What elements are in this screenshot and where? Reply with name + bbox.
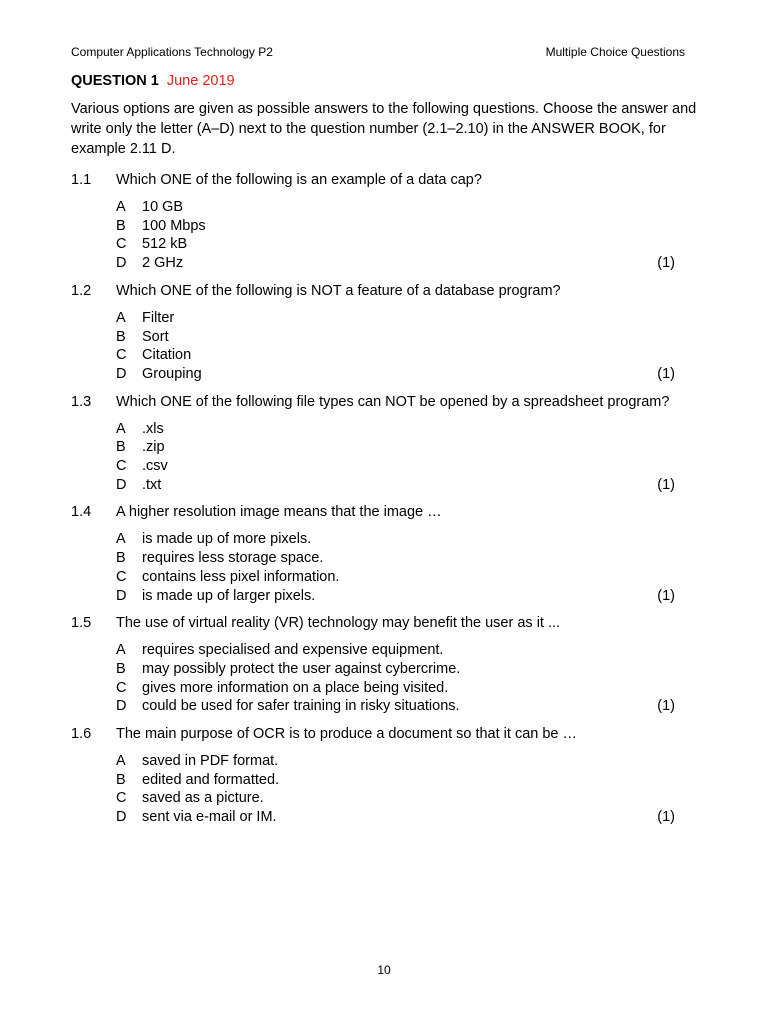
option-text: requires less storage space. [142, 550, 324, 567]
answer-option [116, 697, 691, 716]
answer-option [116, 679, 691, 698]
question-text: A higher resolution image means that the image … [116, 504, 442, 521]
option-list [116, 309, 691, 384]
option-text: could be used for safer training in risky situations. [142, 698, 460, 715]
option-letter: A [116, 642, 126, 659]
answer-option [116, 587, 691, 606]
option-text: is made up of larger pixels. [142, 587, 316, 604]
option-text: .csv [142, 458, 168, 475]
page-header [71, 45, 685, 59]
question-text: Which ONE of the following is an example of a data cap? [116, 172, 482, 188]
answer-option [116, 217, 691, 236]
option-letter: D [116, 365, 127, 382]
answer-option [116, 365, 691, 384]
option-text: Citation [142, 347, 192, 364]
answer-option [116, 198, 691, 217]
question-text: The main purpose of OCR is to produce a document so that it can be … [116, 726, 578, 743]
option-letter: B [116, 328, 126, 345]
question-row [71, 171, 691, 190]
option-text: .zip [142, 439, 165, 456]
answer-option [116, 568, 691, 587]
question-item [71, 282, 691, 384]
answer-option [116, 254, 691, 273]
option-text: gives more information on a place being visited. [142, 679, 449, 696]
question-number: 1.4 [71, 504, 92, 521]
option-text: Filter [142, 309, 175, 326]
option-letter: B [116, 439, 126, 456]
question-text: Which ONE of the following file types can NOT be opened by a spreadsheet program? [116, 393, 670, 410]
option-letter: D [116, 809, 127, 826]
answer-option [116, 328, 691, 347]
option-letter: D [116, 698, 127, 715]
option-text: is made up of more pixels. [142, 531, 312, 548]
option-text: 100 Mbps [142, 217, 206, 234]
option-letter: A [116, 531, 126, 548]
option-list [116, 752, 691, 827]
page-number: 10 [377, 963, 391, 977]
option-letter: C [116, 790, 127, 807]
option-text: sent via e-mail or IM. [142, 809, 277, 826]
exam-date: June 2019 [166, 73, 235, 89]
question-item [71, 171, 691, 273]
option-letter: B [116, 771, 126, 788]
answer-option [116, 438, 691, 457]
question-number: 1.6 [71, 726, 92, 743]
option-letter: C [116, 679, 127, 696]
question-heading [71, 73, 235, 89]
option-text: Grouping [142, 365, 202, 382]
option-letter: A [116, 753, 126, 770]
question-item [71, 393, 691, 495]
option-text: saved in PDF format. [142, 753, 279, 770]
option-letter: D [116, 476, 127, 493]
question-item [71, 725, 691, 827]
option-list [116, 198, 691, 273]
mark-allocation: (1) [657, 255, 675, 272]
answer-option [116, 549, 691, 568]
option-letter: C [116, 236, 127, 253]
mark-allocation: (1) [657, 365, 675, 382]
question-row [71, 282, 691, 301]
question-row [71, 503, 691, 522]
answer-option [116, 530, 691, 549]
question-item [71, 614, 691, 716]
answer-option [116, 789, 691, 808]
option-letter: A [116, 199, 126, 215]
option-text: requires specialised and expensive equipment. [142, 642, 444, 659]
option-text: may possibly protect the user against cybercrime. [142, 660, 461, 677]
question-number: 1.2 [71, 282, 92, 299]
answer-option [116, 771, 691, 790]
question-row [71, 725, 691, 744]
question-number: 1.1 [71, 172, 92, 188]
header-subject: Computer Applications Technology P2 [71, 45, 273, 59]
option-letter: C [116, 347, 127, 364]
option-list [116, 530, 691, 605]
answer-option [116, 309, 691, 328]
answer-option [116, 641, 691, 660]
answer-option [116, 752, 691, 771]
option-letter: D [116, 587, 127, 604]
answer-option [116, 420, 691, 439]
answer-option [116, 235, 691, 254]
option-text: edited and formatted. [142, 771, 280, 788]
question-number: 1.5 [71, 615, 92, 632]
mark-allocation: (1) [657, 476, 675, 493]
option-letter: D [116, 255, 127, 272]
option-letter: C [116, 458, 127, 475]
option-letter: A [116, 420, 126, 437]
option-letter: B [116, 550, 126, 567]
answer-option [116, 808, 691, 827]
option-text: .xls [142, 420, 164, 437]
option-list [116, 420, 691, 495]
instructions: Various options are given as possible answers to the following questions. Choose the answer and write only the letter (A–D) next to the question number (2.1–2.10) in the ANSWER BOOK, for example 2.11 D. [71, 101, 697, 157]
mark-allocation: (1) [657, 698, 675, 715]
answer-option [116, 346, 691, 365]
option-text: 512 kB [142, 236, 188, 253]
question-item [71, 503, 691, 605]
mark-allocation: (1) [657, 587, 675, 604]
option-letter: A [116, 309, 126, 326]
question-number: 1.3 [71, 393, 92, 410]
question-row [71, 614, 691, 633]
option-list [116, 641, 691, 716]
option-letter: B [116, 660, 126, 677]
answer-option [116, 660, 691, 679]
answer-option [116, 476, 691, 495]
question-text: The use of virtual reality (VR) technology may benefit the user as it ... [116, 615, 561, 632]
option-text: contains less pixel information. [142, 568, 340, 585]
option-text: 2 GHz [142, 255, 184, 272]
question-list [71, 171, 691, 836]
answer-option [116, 457, 691, 476]
option-text: .txt [142, 476, 162, 493]
option-text: saved as a picture. [142, 790, 264, 807]
header-section: Multiple Choice Questions [545, 45, 685, 59]
question-row [71, 393, 691, 412]
option-letter: C [116, 568, 127, 585]
option-letter: B [116, 217, 126, 234]
option-text: 10 GB [142, 199, 184, 215]
question-label: QUESTION 1 [71, 73, 159, 89]
question-text: Which ONE of the following is NOT a feature of a database program? [116, 282, 561, 299]
mark-allocation: (1) [657, 809, 675, 826]
option-text: Sort [142, 328, 169, 345]
